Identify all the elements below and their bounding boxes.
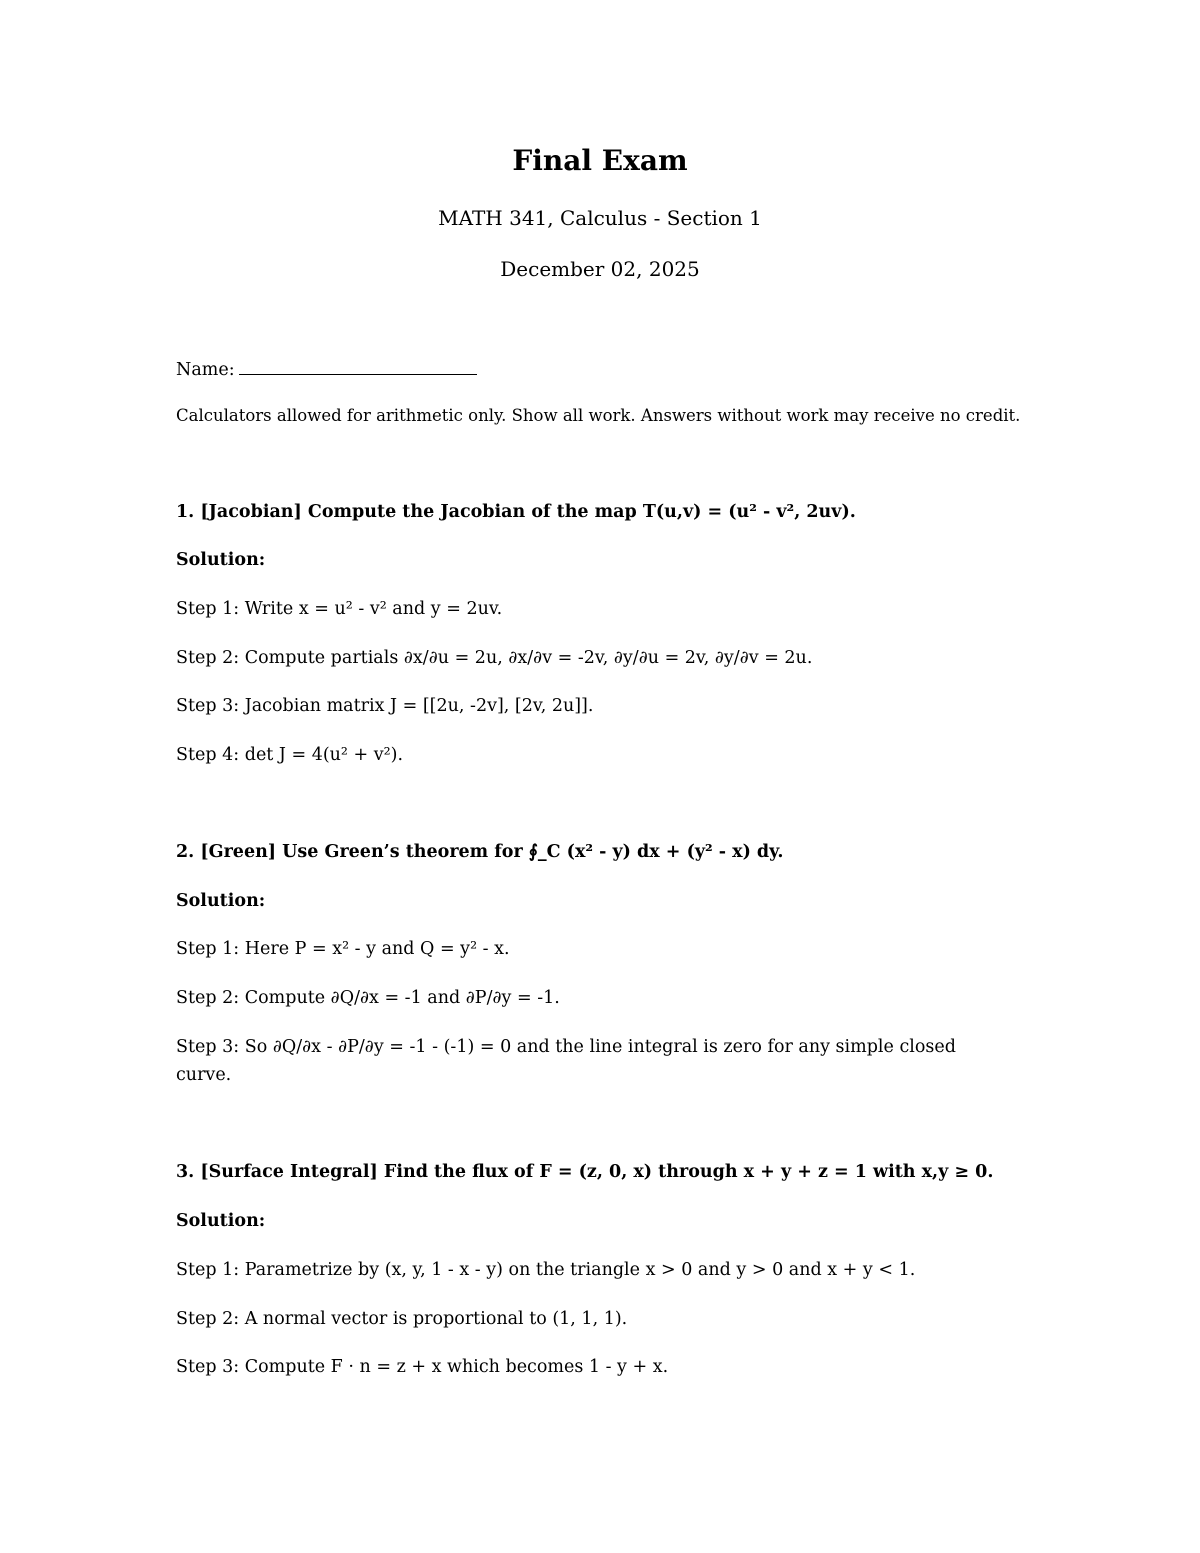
question-1-prompt: 1. [Jacobian] Compute the Jacobian of the map T(u,v) = (u² - v², 2uv). <box>176 502 856 522</box>
question-3-step-1: Step 1: Parametrize by (x, y, 1 - x - y) on the triangle x > 0 and y > 0 and x + y < 1. <box>176 1260 916 1280</box>
course-line: MATH 341, Calculus - Section 1 <box>438 206 762 230</box>
question-1-step-2: Step 2: Compute partials ∂x/∂u = 2u, ∂x/∂v = -2v, ∂y/∂u = 2v, ∂y/∂v = 2u. <box>176 648 813 668</box>
question-1-step-3: Step 3: Jacobian matrix J = [[2u, -2v], [2v, 2u]]. <box>176 696 594 716</box>
question-2-prompt: 2. [Green] Use Green’s theorem for ∮_C (x² - y) dx + (y² - x) dy. <box>176 842 784 862</box>
question-1-solution-label: Solution: <box>176 550 266 570</box>
question-3-solution-label: Solution: <box>176 1211 266 1231</box>
question-2-solution-label: Solution: <box>176 891 266 911</box>
exam-date: December 02, 2025 <box>500 257 700 281</box>
question-3-prompt: 3. [Surface Integral] Find the flux of F = (z, 0, x) through x + y + z = 1 with x,y ≥ 0. <box>176 1162 994 1182</box>
question-1-step-1: Step 1: Write x = u² - v² and y = 2uv. <box>176 599 503 619</box>
name-blank-line[interactable] <box>239 354 477 375</box>
question-1-step-4: Step 4: det J = 4(u² + v²). <box>176 745 404 765</box>
name-label: Name: <box>176 360 235 380</box>
question-3-step-2: Step 2: A normal vector is proportional to (1, 1, 1). <box>176 1309 628 1329</box>
question-2-step-1: Step 1: Here P = x² - y and Q = y² - x. <box>176 939 510 959</box>
instructions: Calculators allowed for arithmetic only. Show all work. Answers without work may receive no credit. <box>176 406 1021 425</box>
question-3-step-3: Step 3: Compute F · n = z + x which becomes 1 - y + x. <box>176 1357 669 1377</box>
question-2-step-2: Step 2: Compute ∂Q/∂x = -1 and ∂P/∂y = -1. <box>176 988 560 1008</box>
question-2-step-3: Step 3: So ∂Q/∂x - ∂P/∂y = -1 - (-1) = 0 and the line integral is zero for any simple closed curve. <box>176 1037 956 1085</box>
name-field-row <box>176 354 1016 384</box>
exam-title: Final Exam <box>512 144 688 177</box>
